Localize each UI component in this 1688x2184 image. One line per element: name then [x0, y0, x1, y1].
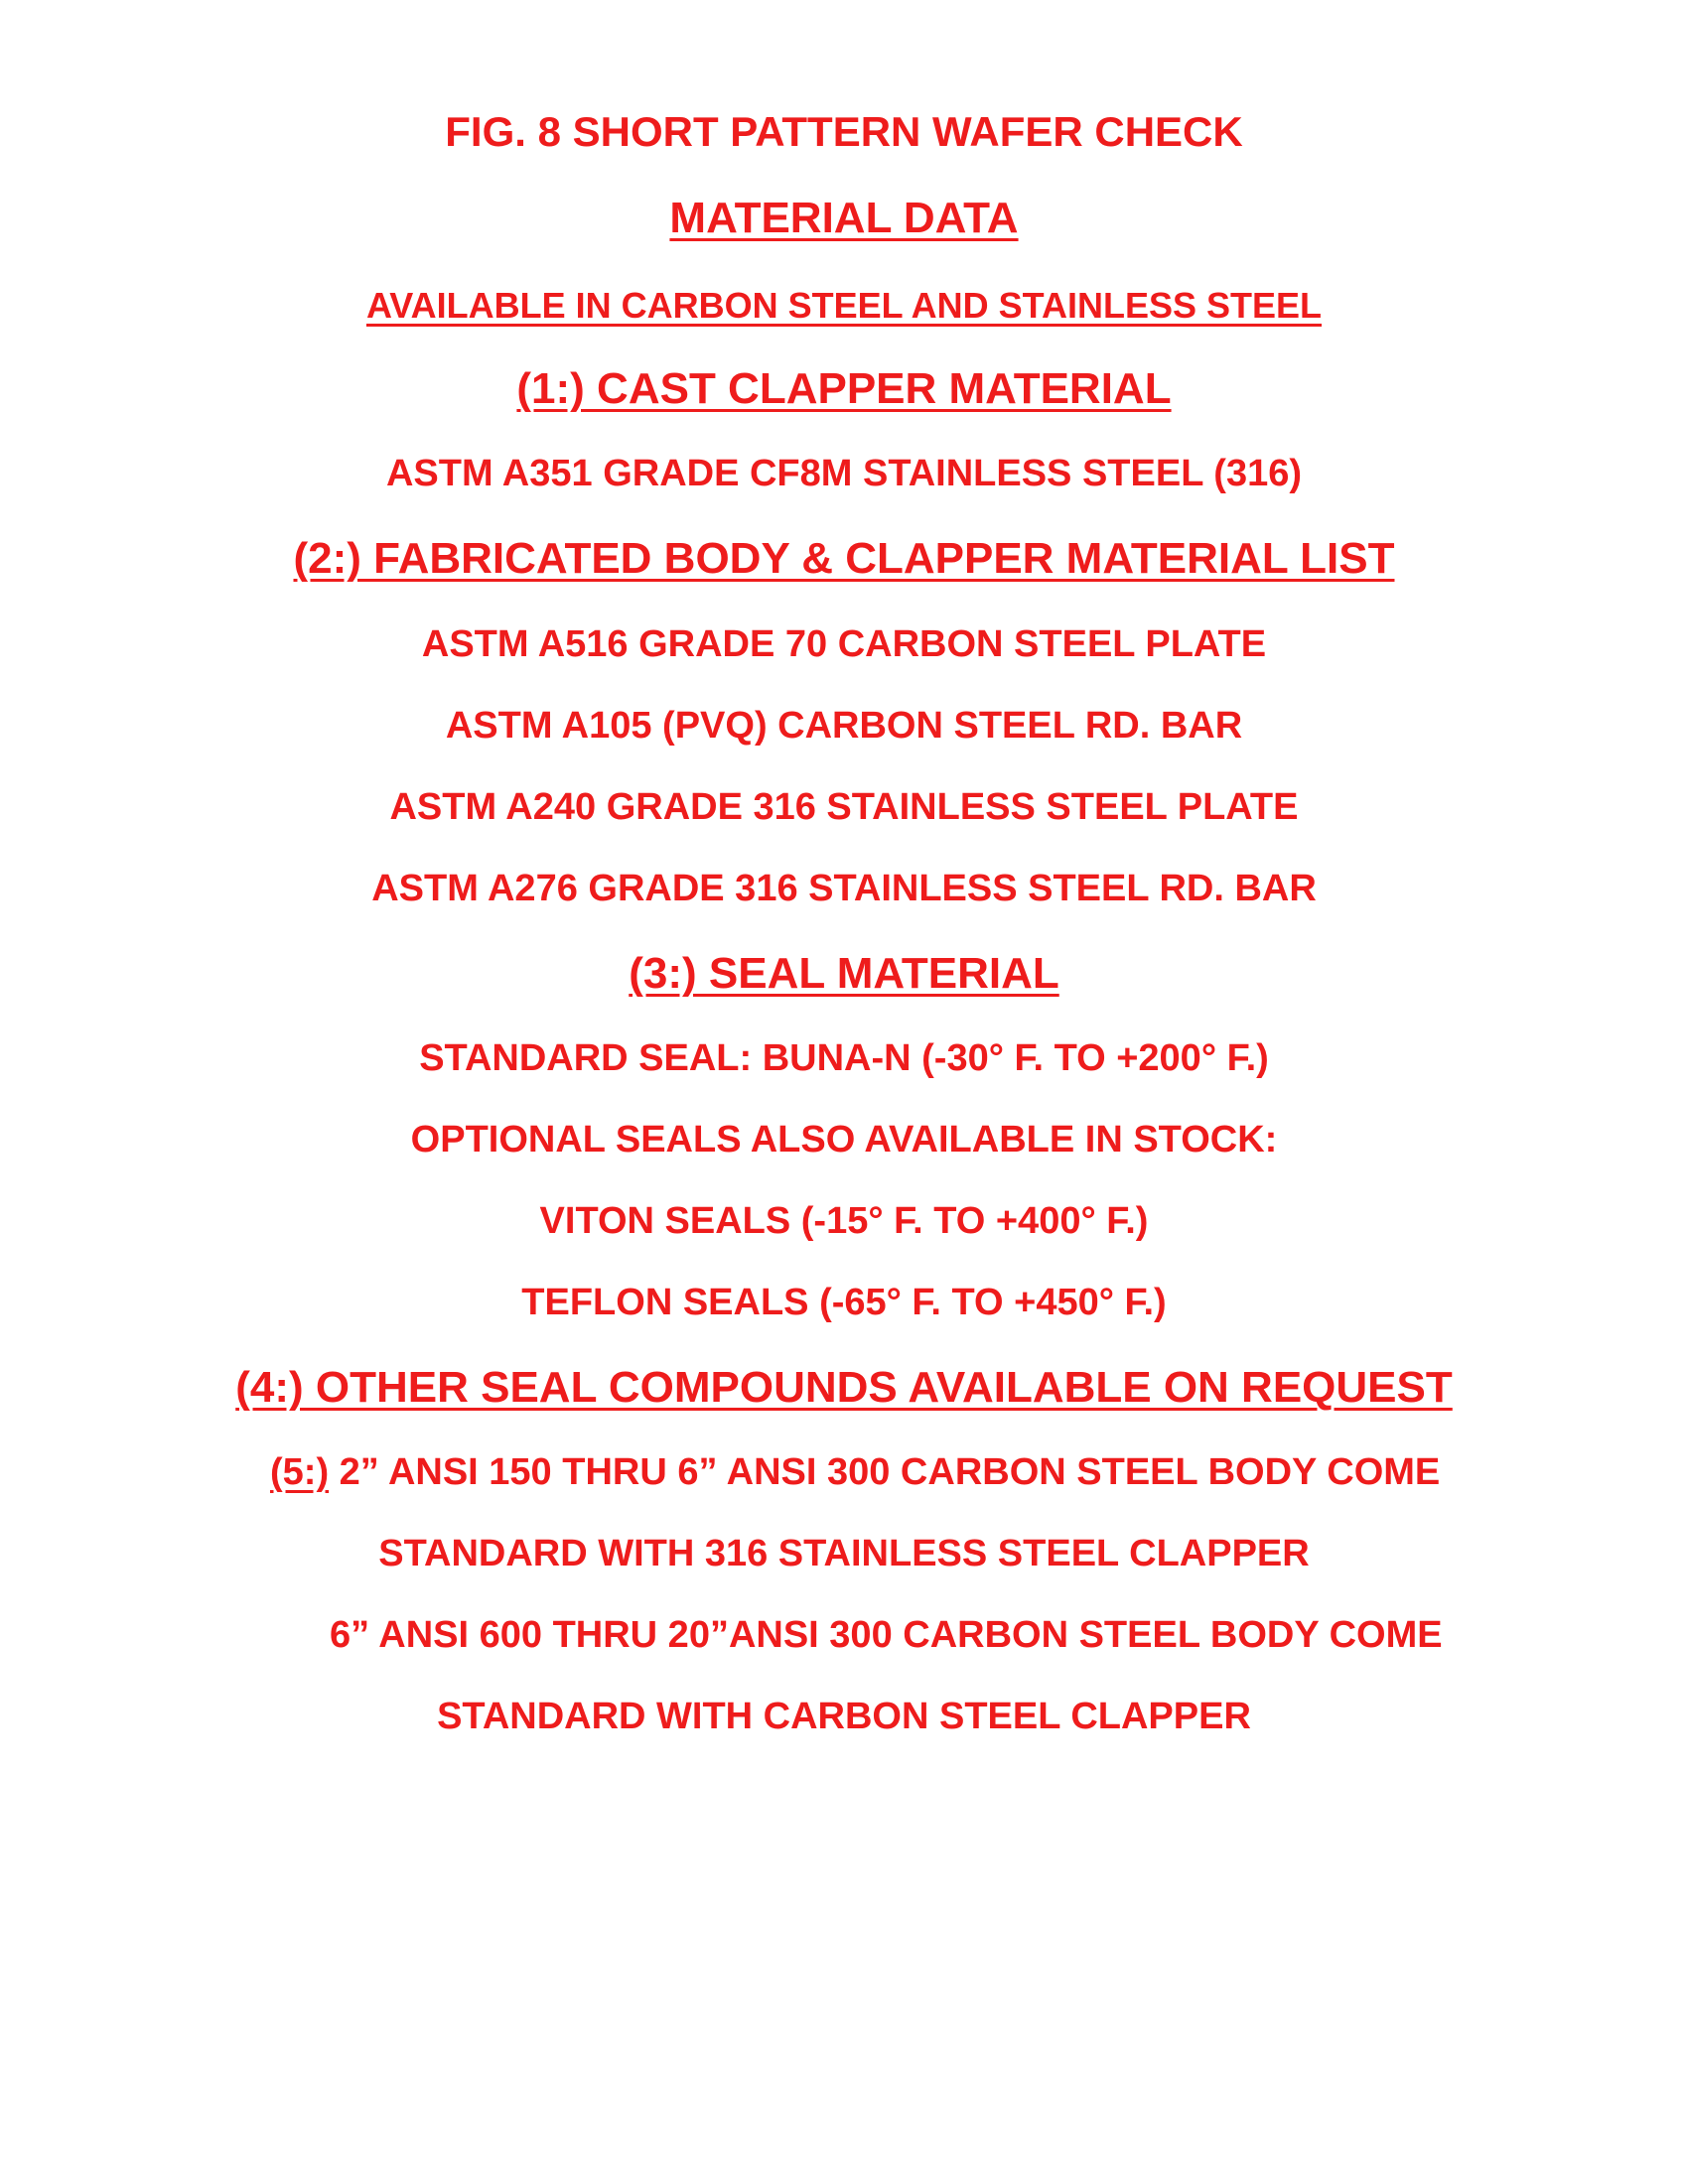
section5-line3: 6” ANSI 600 THRU 20”ANSI 300 CARBON STEEL BODY COME: [330, 1614, 1443, 1656]
section4-heading: [0, 1363, 1688, 1412]
material-data-heading-text: MATERIAL DATA: [669, 194, 1019, 242]
section3-heading-text: (3:) SEAL MATERIAL: [629, 949, 1059, 998]
section1-heading: [0, 364, 1688, 413]
section5-line2: STANDARD WITH 316 STAINLESS STEEL CLAPPER: [378, 1533, 1310, 1574]
section2-item: ASTM A105 (PVQ) CARBON STEEL RD. BAR: [445, 705, 1243, 747]
section5-line1: [270, 1453, 1440, 1491]
section3-item: OPTIONAL SEALS ALSO AVAILABLE IN STOCK:: [410, 1119, 1278, 1160]
section2-item: ASTM A240 GRADE 316 STAINLESS STEEL PLATE: [389, 786, 1299, 828]
section3-item: TEFLON SEALS (-65° F. TO +450° F.): [521, 1282, 1167, 1323]
section2-item: ASTM A516 GRADE 70 CARBON STEEL PLATE: [421, 623, 1267, 665]
availability-note: [0, 285, 1688, 326]
section4-heading-text: (4:) OTHER SEAL COMPOUNDS AVAILABLE ON REQUEST: [235, 1363, 1453, 1412]
section1-item: ASTM A351 GRADE CF8M STAINLESS STEEL (316): [385, 453, 1303, 494]
section2-item: ASTM A276 GRADE 316 STAINLESS STEEL RD. BAR: [371, 868, 1317, 909]
section3-item: STANDARD SEAL: BUNA-N (-30° F. TO +200° F.): [419, 1037, 1269, 1079]
section5-line4: STANDARD WITH CARBON STEEL CLAPPER: [437, 1696, 1251, 1737]
section3-heading: [0, 949, 1688, 998]
material-data-heading: [0, 194, 1688, 242]
section3-item: VITON SEALS (-15° F. TO +400° F.): [539, 1200, 1149, 1242]
section2-heading: [0, 534, 1688, 583]
availability-note-text: AVAILABLE IN CARBON STEEL AND STAINLESS STEEL: [365, 285, 1323, 326]
section2-heading-text: (2:) FABRICATED BODY & CLAPPER MATERIAL LIST: [293, 534, 1395, 583]
section1-heading-text: (1:) CAST CLAPPER MATERIAL: [516, 364, 1172, 413]
section5-line1-text: 2” ANSI 150 THRU 6” ANSI 300 CARBON STEEL BODY COME: [329, 1451, 1441, 1493]
section5-label: (5:): [270, 1451, 330, 1493]
page-title: FIG. 8 SHORT PATTERN WAFER CHECK: [445, 108, 1243, 155]
